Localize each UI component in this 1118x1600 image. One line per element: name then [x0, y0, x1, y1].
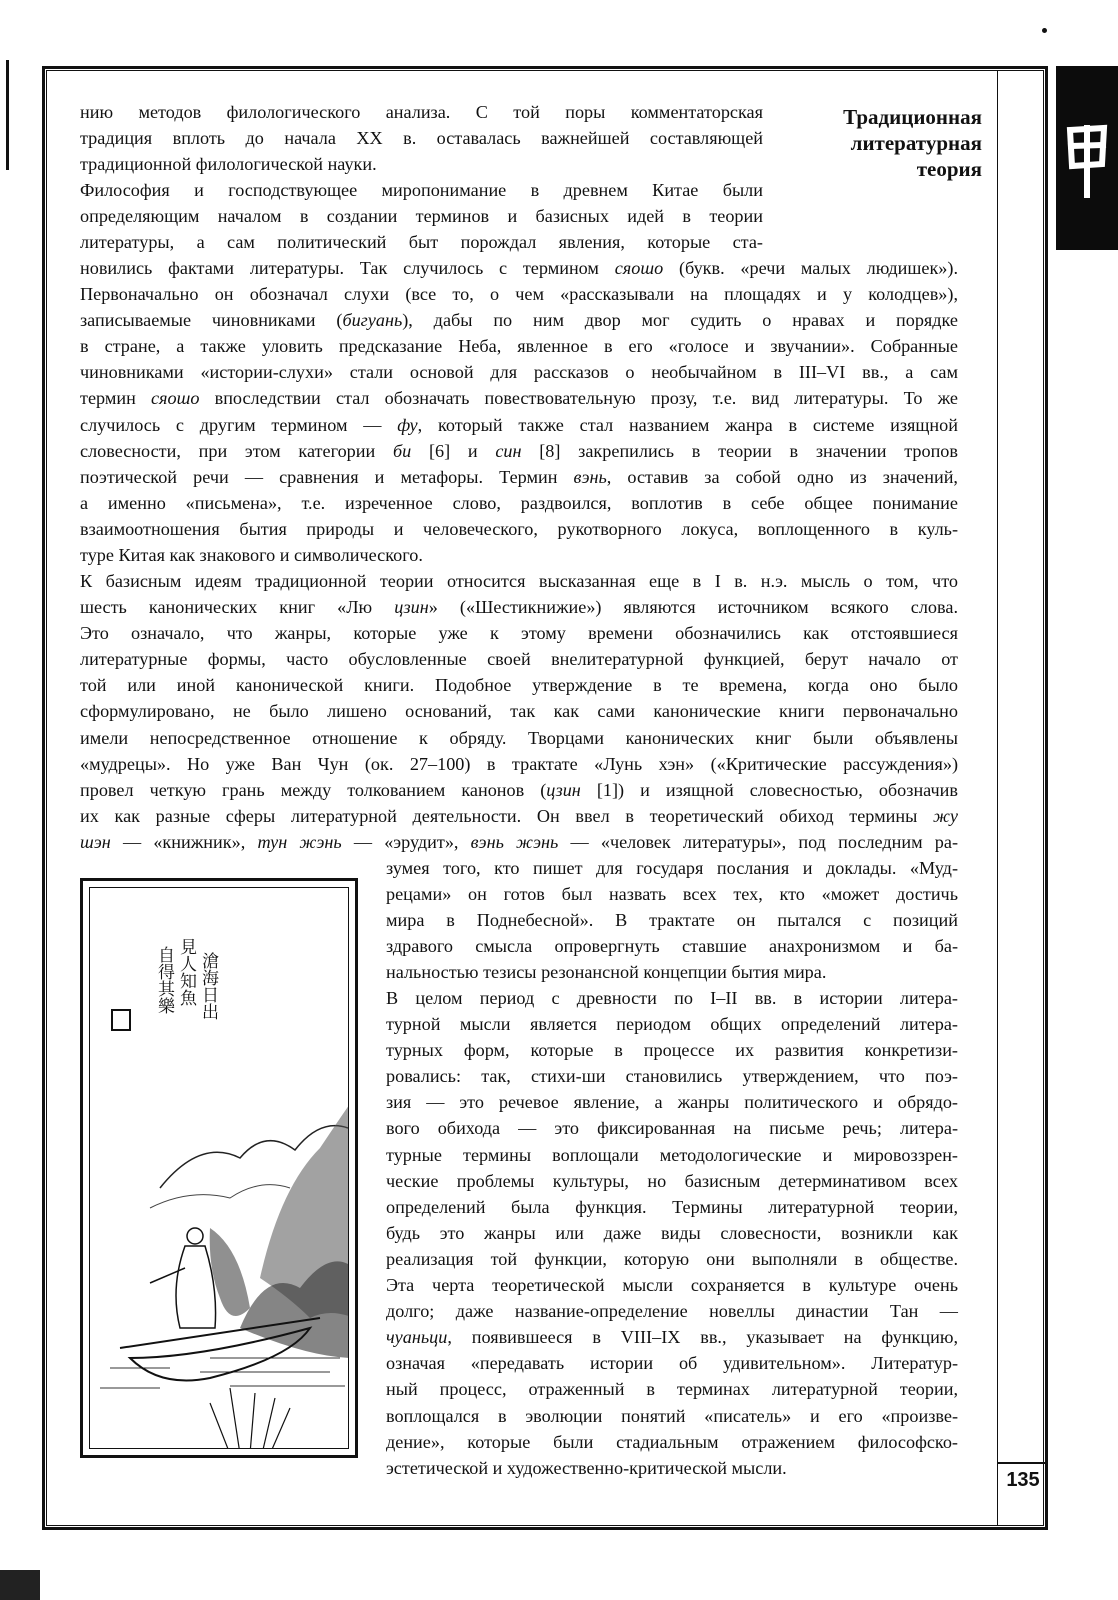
text-line: их как разные сферы литературной деятельности. Он ввел в теоретический обиход термины жу — [80, 805, 958, 826]
section-heading-line-1: Традиционная — [843, 105, 982, 129]
svg-text:自得其樂: 自得其樂 — [154, 946, 174, 1014]
text-line: определений была функция. Термины литературной теории, — [386, 1196, 958, 1217]
text-line: ный процесс, отраженный в терминах литературной теории, — [386, 1379, 958, 1400]
paragraph-1 — [80, 99, 763, 177]
section-heading-line-2: литературная — [850, 131, 982, 155]
paragraph-2-narrow — [80, 177, 763, 255]
text-line: мира в Поднебесной». В трактате он пытался с позиций — [386, 910, 958, 931]
ink-landscape-illustration — [80, 878, 358, 1458]
text-line: литературы, а сам политический быт порождал явления, которые ста- — [80, 232, 763, 253]
text-line: дение», которые были стадиальным отражением философско- — [386, 1431, 958, 1452]
text-line: той или иной канонической книги. Подобное утверждение в те времена, когда оно было — [80, 675, 958, 696]
text-line: чуаньци, появившееся в VIII–IX вв., указывает на функцию, — [386, 1327, 958, 1348]
scan-edge-mark-left — [6, 60, 9, 170]
chinese-character-jia-icon — [1064, 122, 1110, 198]
paragraph-3-wide — [80, 568, 958, 855]
text-line: новились фактами литературы. Так случилось с термином сяошо (букв. «речи малых людишек»). — [80, 258, 958, 278]
text-line: Философия и господствующее миропонимание в древнем Китае были — [80, 180, 763, 200]
text-line: реализация той функции, которую они выполняли в обществе. — [386, 1248, 958, 1269]
text-line: «мудрецы». Но уже Ван Чун (ок. 27–100) в трактате «Лунь хэн» («Критические рассуждения») — [80, 753, 958, 774]
seal-stamp — [112, 1010, 130, 1030]
text-line: долго; даже название-определение новеллы династии Тан — — [386, 1301, 958, 1322]
section-heading — [802, 104, 982, 182]
illustration-inner-frame — [89, 887, 349, 1449]
text-line: шесть канонических книг «Лю цзин» («Шестикнижие») являются источником всякого слова. — [80, 597, 958, 618]
text-line: воплощался в эволюции понятий «писатель» и его «произве- — [386, 1405, 958, 1426]
text-line: К базисным идеям традиционной теории относится высказанная еще в I в. н.э. мысль о том, что — [80, 571, 958, 591]
text-line: ческие проблемы культуры, но базисным детерминативом всех — [386, 1170, 958, 1191]
text-line: туре Китая как знакового и символического. — [80, 545, 423, 566]
text-line: чиновниками «истории-слухи» стали основой для рассказов о необычайном в III–VI вв., а сам — [80, 362, 958, 383]
text-line: термин сяошо впоследствии стал обозначать повествовательную прозу, т.е. вид литературы. То же — [80, 388, 958, 409]
text-line: турные термины воплощали методологические и мировоззрен- — [386, 1144, 958, 1165]
text-line: взаимоотношения бытия природы и человеческого, рукотворного локуса, воплощенного в куль- — [80, 518, 958, 539]
text-line: В целом период с древности по I–II вв. в истории литера- — [386, 988, 958, 1008]
text-line: шэн — «книжник», тун жэнь — «эрудит», вэнь жэнь — «человек литературы», под последним ра- — [80, 831, 959, 852]
chapter-thumb-tab — [1056, 66, 1118, 250]
text-line: записываемые чиновниками (бигуань), дабы по ним двор мог судить о нравах и порядке — [80, 310, 959, 331]
text-line: турных форм, которые в процессе их развития конкретизи- — [386, 1040, 958, 1061]
svg-text:見人知魚: 見人知魚 — [176, 938, 196, 1006]
paragraph-3-column — [386, 855, 958, 985]
paragraph-2-wide — [80, 255, 958, 568]
paragraph-4-column — [386, 985, 958, 1481]
text-line: означая «передавать истории об удивительном». Литератур- — [386, 1353, 958, 1374]
text-line: зия — это речевое явление, а жанры политического и обрядо- — [386, 1092, 958, 1113]
text-line: литературные формы, часто обусловленные своей внелитературной функцией, берут начало от — [80, 649, 958, 670]
text-line: а именно «письмена», т.е. изреченное слово, раздвоился, воплотив в себе общее понимание — [80, 492, 958, 513]
text-line: вого обихода — это фиксированная на письме речь; литера- — [386, 1118, 958, 1139]
text-line: здравого смысла опровергнуть ставшие анахронизмом и ба- — [386, 936, 958, 957]
text-line: зумея того, кто пишет для государя послания и доклады. «Муд- — [386, 858, 958, 878]
text-line: рецами» он готов был назвать всех тех, кто «может достичь — [386, 884, 958, 905]
text-line: в стране, а также уловить предсказание Неба, явленное в его «голосе и звучании». Собранные — [80, 336, 958, 357]
text-line: традиция вплоть до начала XX в. оставалась важнейшей составляющей — [80, 128, 763, 149]
text-line: Эта черта теоретической мысли сохраняется в культуре очень — [386, 1275, 958, 1296]
text-line: словесности, при этом категории би [6] и син [8] закрепились в теории в значении тропов — [80, 440, 958, 461]
text-line: поэтической речи — сравнения и метафоры. Термин вэнь, оставив за собой одно из значений, — [80, 466, 958, 487]
scan-edge-mark-left-bottom — [0, 1570, 40, 1600]
text-line: сформулировано, не было лишено оснований, так как сами канонические книги первоначально — [80, 701, 958, 722]
svg-text:滄海日出: 滄海日出 — [198, 952, 218, 1020]
text-line: нию методов филологического анализа. С той поры комментаторская — [80, 102, 763, 122]
text-line: турной мысли является периодом общих определений литера- — [386, 1014, 958, 1035]
ink-landscape-fisherman-boat-icon — [90, 888, 349, 1449]
section-heading-line-3: теория — [916, 157, 982, 181]
text-line: Это означало, что жанры, которые уже к этому времени обозначились как отстоявшиеся — [80, 623, 958, 644]
calligraphy-inscription — [154, 938, 219, 1020]
text-line: определяющим началом в создании терминов и базисных идей в теории — [80, 206, 763, 227]
text-line: провел четкую грань между толкованием канонов (цзин [1]) и изящной словесностью, обозначив — [80, 779, 958, 800]
text-line: случилось с другим термином — фу, который также стал названием жанра в системе изящной — [80, 414, 958, 435]
text-line: будь это жанры или даже виды словесности, возникли как — [386, 1222, 958, 1243]
scan-dot — [1042, 28, 1047, 33]
margin-rule — [997, 70, 998, 1526]
text-line: Первоначально он обозначал слухи (все то, о чем «рассказывали на площадях и у колодцев»), — [80, 284, 958, 305]
page-number: 135 — [998, 1462, 1048, 1496]
text-line: нальностью тезисы резонансной концепции бытия мира. — [386, 962, 827, 983]
text-line: эстетической и художественно-критической мысли. — [386, 1457, 787, 1478]
text-line: ровались: так, стихи-ши становились утверждением, что поэ- — [386, 1066, 958, 1087]
text-line: имели непосредственное отношение к обряду. Творцами канонических книг были объявлены — [80, 727, 958, 748]
text-line: традиционной филологической науки. — [80, 154, 377, 175]
